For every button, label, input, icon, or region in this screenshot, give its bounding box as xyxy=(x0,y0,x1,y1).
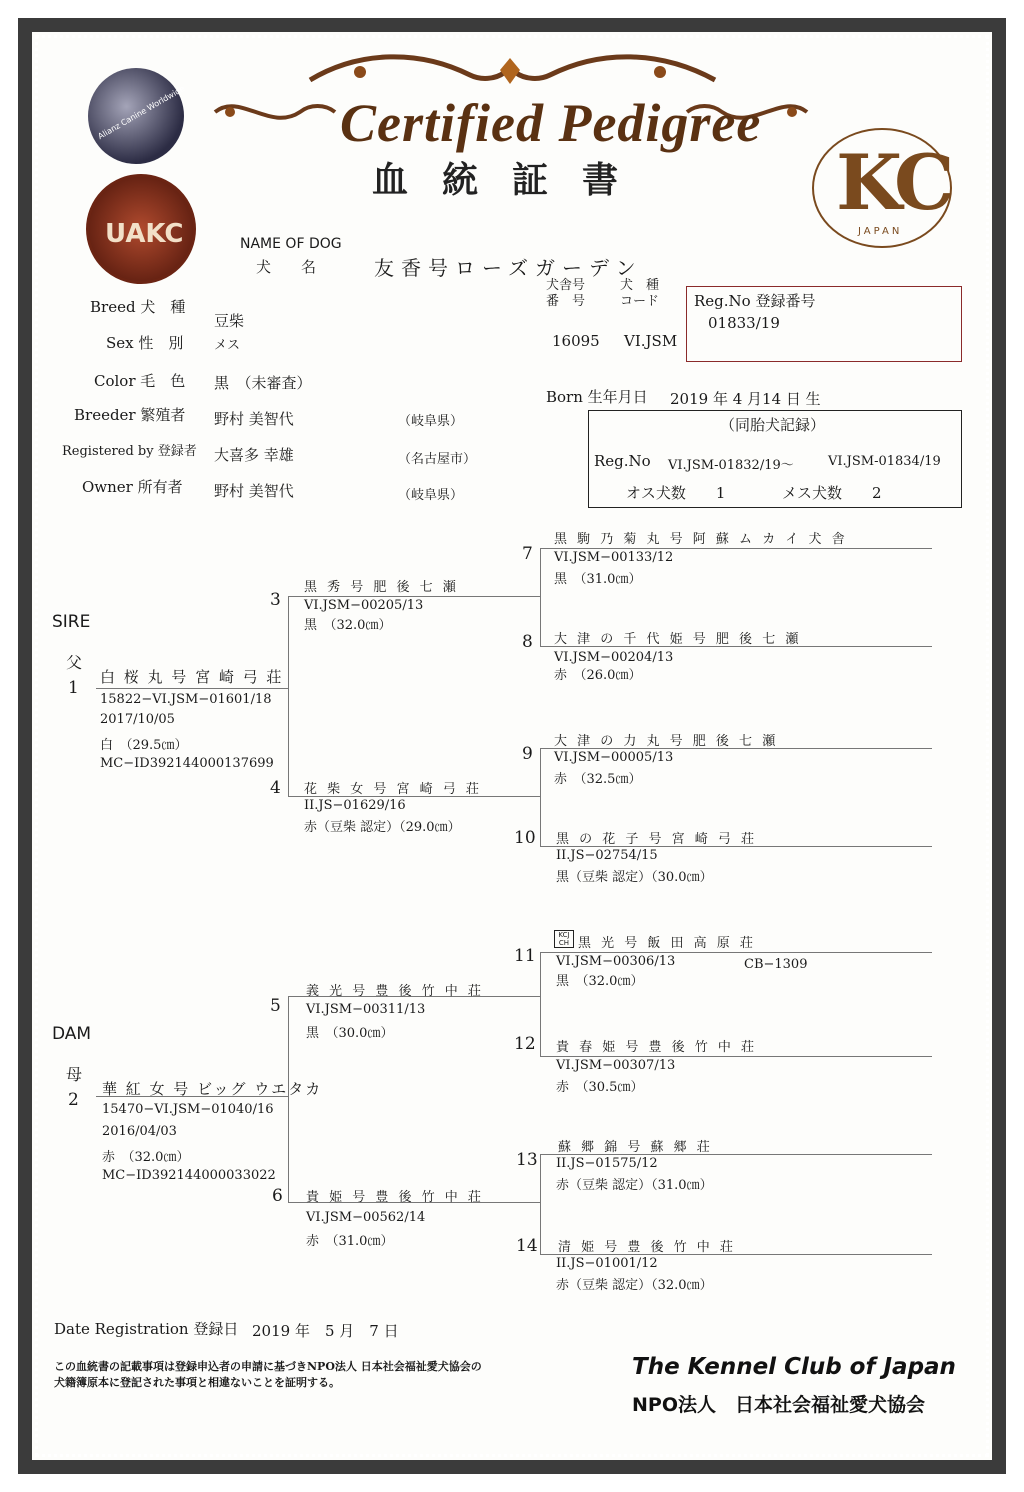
statement-line-2: 犬籍簿原本に登記された事項と相違ないことを証明する。 xyxy=(54,1376,340,1389)
node-1-number: 1 xyxy=(68,678,79,698)
breed-label: Breed 犬 種 xyxy=(90,298,186,316)
node-11-reg: VI.JSM−00306/13 xyxy=(556,954,676,969)
node-2-name: 華 紅 女 号 ビッグ ウエタカ xyxy=(102,1080,323,1098)
node-1-reg: 15822−VI.JSM−01601/18 xyxy=(100,692,272,707)
node-1-name: 白 桜 丸 号 宮 崎 弓 荘 xyxy=(100,668,284,686)
node-4-number: 4 xyxy=(270,778,281,798)
sex-label: Sex 性 別 xyxy=(106,334,184,352)
node-4-reg: II.JS−01629/16 xyxy=(304,798,406,813)
node-11-number: 11 xyxy=(514,946,536,966)
registered-value: 大喜多 幸雄 xyxy=(214,446,294,464)
owner-label: Owner 所有者 xyxy=(82,478,183,496)
date-value: 2019 年 5 月 7 日 xyxy=(252,1322,399,1340)
node-11-name: 黒 光 号 飯 田 高 原 荘 xyxy=(578,936,756,951)
node-8-number: 8 xyxy=(522,632,533,652)
sex-value: メス xyxy=(214,338,241,353)
node-5-name: 義 光 号 豊 後 竹 中 荘 xyxy=(306,984,484,999)
node-14-number: 14 xyxy=(516,1236,538,1256)
kcj-ch-badge: KCJ CH xyxy=(554,930,574,948)
node-3-number: 3 xyxy=(270,590,281,610)
node-10-number: 10 xyxy=(514,828,536,848)
litter-title: （同胎犬記録） xyxy=(720,416,826,434)
node-9-name: 大 津 の 力 丸 号 肥 後 七 瀬 xyxy=(554,734,779,749)
node-6-name: 貴 姫 号 豊 後 竹 中 荘 xyxy=(306,1190,484,1205)
node-12-color: 赤 （30.5㎝） xyxy=(556,1080,644,1095)
node-6-reg: VI.JSM−00562/14 xyxy=(306,1210,426,1225)
breeder-pref: （岐阜県） xyxy=(398,414,464,429)
page-title-jp: 血統証書 xyxy=(372,159,653,201)
node-5-reg: VI.JSM−00311/13 xyxy=(306,1002,426,1017)
node-12-number: 12 xyxy=(514,1034,536,1054)
node-8-reg: VI.JSM−00204/13 xyxy=(554,650,674,665)
node-8-color: 赤 （26.0㎝） xyxy=(554,668,642,683)
owner-value: 野村 美智代 xyxy=(214,482,294,500)
page-title: Certified Pedigree xyxy=(340,93,762,153)
born-label: Born 生年月日 xyxy=(546,388,648,406)
node-6-color: 赤 （31.0㎝） xyxy=(306,1234,394,1249)
node-9-color: 赤 （32.5㎝） xyxy=(554,772,642,787)
node-9-reg: VI.JSM−00005/13 xyxy=(554,750,674,765)
node-12-reg: VI.JSM−00307/13 xyxy=(556,1058,676,1073)
node-12-name: 貴 春 姫 号 豊 後 竹 中 荘 xyxy=(556,1040,758,1055)
reg-no: 01833/19 xyxy=(708,314,780,332)
node-4-color: 赤（豆柴 認定）（29.0㎝） xyxy=(304,820,461,835)
node-10-color: 黒（豆柴 認定）（30.0㎝） xyxy=(556,870,713,885)
statement-line-1: この血統書の記載事項は登録申込者の申請に基づきNPO法人 日本社会福祉愛犬協会の xyxy=(54,1360,482,1373)
node-7-color: 黒 （31.0㎝） xyxy=(554,572,642,587)
node-3-name: 黒 秀 号 肥 後 七 瀬 xyxy=(304,580,459,595)
left-ornament-icon xyxy=(210,92,340,132)
node-3-reg: VI.JSM−00205/13 xyxy=(304,598,424,613)
litter-male: オス犬数 1 xyxy=(626,484,726,502)
node-14-color: 赤（豆柴 認定）（32.0㎝） xyxy=(556,1278,713,1293)
org-name-en: The Kennel Club of Japan xyxy=(632,1354,956,1380)
node-13-reg: II.JS−01575/12 xyxy=(556,1156,658,1171)
node-3-color: 黒 （32.0㎝） xyxy=(304,618,392,633)
kennel-no-label: 犬舎号 番 号 xyxy=(546,278,586,309)
registered-pref: （名古屋市） xyxy=(398,452,477,467)
reg-no-label: Reg.No 登録番号 xyxy=(694,292,816,310)
name-label-jp: 犬 名 xyxy=(256,258,317,276)
dog-name: 友香号ローズガーデン xyxy=(374,256,643,280)
node-13-color: 赤（豆柴 認定）（31.0㎝） xyxy=(556,1178,713,1193)
breed-value: 豆柴 xyxy=(214,312,245,330)
node-4-name: 花 柴 女 号 宮 崎 弓 荘 xyxy=(304,782,482,797)
owner-pref: （岐阜県） xyxy=(398,488,464,503)
node-2-number: 2 xyxy=(68,1090,79,1110)
node-1-mc: MC−ID392144000137699 xyxy=(100,756,274,771)
breeder-value: 野村 美智代 xyxy=(214,410,294,428)
uakc-logo: UAKC xyxy=(86,174,196,284)
breeder-label: Breeder 繁殖者 xyxy=(74,406,186,424)
kennel-no: 16095 xyxy=(552,332,600,350)
node-10-reg: II.JS−02754/15 xyxy=(556,848,658,863)
litter-female: メス犬数 2 xyxy=(782,484,882,502)
node-10-name: 黒 の 花 子 号 宮 崎 弓 荘 xyxy=(556,832,758,847)
sire-label: SIRE xyxy=(52,612,91,632)
breed-code: VI.JSM xyxy=(624,332,678,350)
node-9-number: 9 xyxy=(522,744,533,764)
dam-jp: 母 xyxy=(66,1065,83,1084)
litter-reg-to: VI.JSM-01834/19 xyxy=(828,454,941,469)
node-2-color: 赤 （32.0㎝） xyxy=(102,1150,190,1165)
node-7-number: 7 xyxy=(522,544,533,564)
org-name-jp: NPO法人 日本社会福祉愛犬協会 xyxy=(632,1394,925,1416)
litter-reg-label: Reg.No xyxy=(594,452,651,470)
node-8-name: 大 津 の 千 代 姫 号 肥 後 七 瀬 xyxy=(554,632,802,647)
litter-reg-from: VI.JSM-01832/19～ xyxy=(668,458,794,473)
node-7-reg: VI.JSM−00133/12 xyxy=(554,550,674,565)
node-14-name: 清 姫 号 豊 後 竹 中 荘 xyxy=(558,1240,736,1255)
node-2-mc: MC−ID392144000033022 xyxy=(102,1168,276,1183)
node-11-color: 黒 （32.0㎝） xyxy=(556,974,644,989)
date-label: Date Registration 登録日 xyxy=(54,1320,239,1338)
alianz-canine-logo: Alianz Canine Worldwide xyxy=(88,68,184,164)
color-value: 黒 （未審査） xyxy=(214,374,312,392)
node-2-dob: 2016/04/03 xyxy=(102,1124,177,1139)
node-2-reg: 15470−VI.JSM−01040/16 xyxy=(102,1102,274,1117)
node-13-number: 13 xyxy=(516,1150,538,1170)
dam-label: DAM xyxy=(52,1024,92,1044)
node-5-color: 黒 （30.0㎝） xyxy=(306,1026,394,1041)
node-1-color: 白 （29.5㎝） xyxy=(100,738,188,753)
node-11-extra: CB−1309 xyxy=(744,957,808,972)
node-14-reg: II.JS−01001/12 xyxy=(556,1256,658,1271)
color-label: Color 毛 色 xyxy=(94,372,186,390)
node-6-number: 6 xyxy=(272,1186,283,1206)
registered-label: Registered by 登録者 xyxy=(62,444,197,459)
node-5-number: 5 xyxy=(270,996,281,1016)
born-value: 2019 年 4 月14 日 生 xyxy=(670,390,821,408)
sire-jp: 父 xyxy=(66,653,83,672)
node-7-name: 黒 駒 乃 菊 丸 号 阿 蘇 ム カ イ 犬 舎 xyxy=(554,532,848,547)
node-1-dob: 2017/10/05 xyxy=(100,712,175,727)
node-13-name: 蘇 郷 錦 号 蘇 郷 荘 xyxy=(558,1140,713,1155)
breed-code-label: 犬 種 コード xyxy=(620,278,660,309)
name-label-en: NAME OF DOG xyxy=(240,236,342,252)
kc-japan-seal: KC JAPAN xyxy=(812,128,952,248)
